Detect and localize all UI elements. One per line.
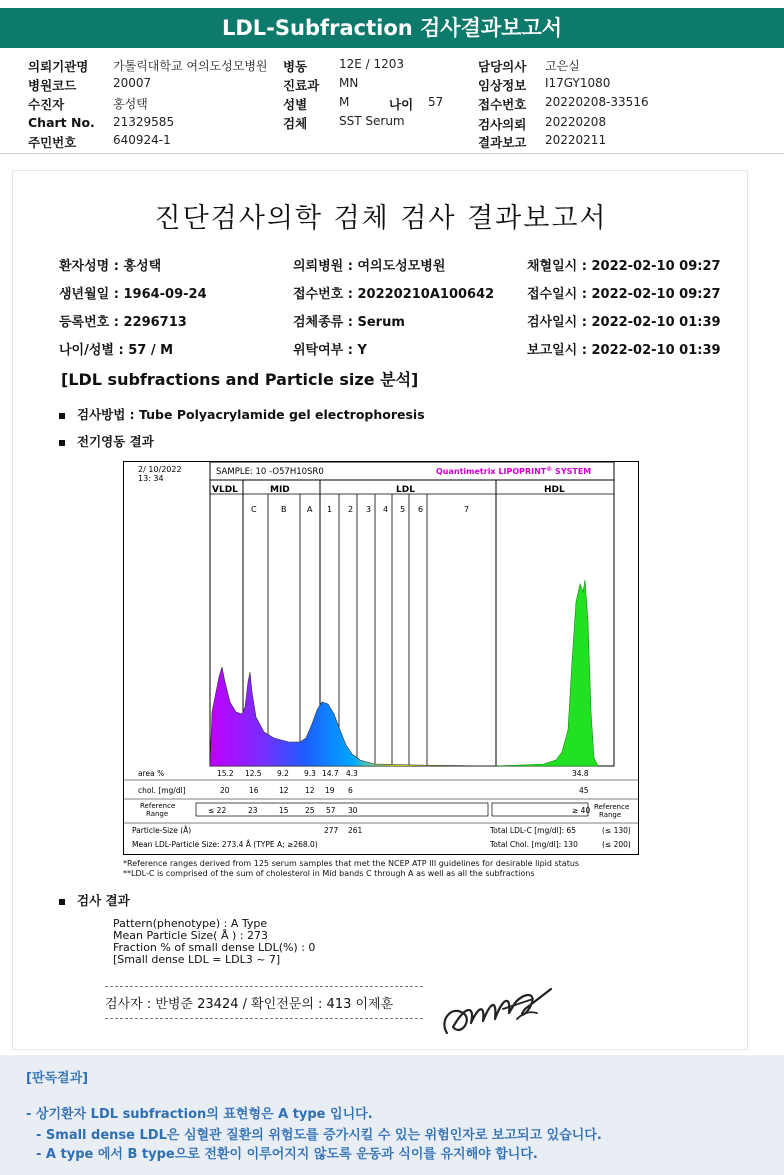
info-receipt-number: 접수번호 : 20220210A100642 [293,287,495,302]
info-registration-no: 등록번호 : 2296713 [59,315,187,330]
result-sdldl-definition: [Small dense LDL = LDL3 ~ 7] [113,953,281,966]
total-chol: Total Chol. [mg/dl]: 130 [490,840,578,849]
label-age: 나이 [389,97,414,112]
value-report-date: 20220211 [545,133,607,147]
result-summary [113,918,315,966]
info-receipt-time: 접수일시 : 2022-02-10 09:27 [527,287,721,302]
electrophoresis-heading: 전기영동 결과 [59,432,154,450]
row-label-area: area % [138,769,165,778]
interpretation-line-2: - Small dense LDL은 심혈관 질환의 위험도를 증가시킬 수 있는 위험인자로 보고되고 있습니다. [36,1128,602,1143]
ref-2: 30 [348,806,358,815]
band-b: B [281,505,287,514]
result-sdldl-fraction: Fraction % of small dense LDL(%) : 0 [113,941,316,954]
info-outsourced: 위탁여부 : Y [293,343,367,358]
row-label-particle-size: Particle-Size (Å) [132,826,192,835]
ref-c: 23 [248,806,258,815]
total-ldl: Total LDL-C [mg/dl]: 65 [490,826,576,835]
band-7: 7 [464,505,470,514]
chol-hdl: 45 [579,786,589,795]
label-report-date: 결과보고 [478,135,527,150]
footnote-2: **LDL-C is comprised of the sum of cholesterol in Mid bands C through A as well as all the subfractions [123,869,535,878]
value-patient: 홍성택 [113,97,148,111]
group-vldl: VLDL [212,485,238,495]
test-method: 검사방법 : Tube Polyacrylamide gel electrophoresis [59,405,425,423]
chart-sample: SAMPLE: 10 -O57H10SR0 [216,467,324,477]
label-clinical-info: 임상정보 [478,78,527,93]
ref-vldl: ≤ 22 [208,806,227,815]
info-patient-name: 환자성명 : 홍성택 [59,259,162,274]
row-label-chol: chol. [mg/dl] [138,786,186,795]
label-request-date: 검사의뢰 [478,117,527,132]
label-doctor: 담당의사 [478,59,527,74]
label-department: 진료과 [283,78,320,93]
info-report-time: 보고일시 : 2022-02-10 01:39 [527,343,721,358]
lipoprint-chart [123,461,639,855]
chart-date: 2/ 10/2022 [138,465,182,474]
signature-text: 검사자 : 반병준 23424 / 확인전문의 : 413 이제훈 [105,997,394,1012]
order-header [0,52,784,152]
area-hdl: 34.8 [572,769,589,778]
area-c: 12.5 [245,769,262,778]
mean-particle-size: Mean LDL-Particle Size: 273.4 Å (TYPE A; ≥268.0) [132,840,318,849]
header-divider [0,153,784,154]
band-2: 2 [348,505,354,514]
area-a: 9.3 [304,769,316,778]
label-hospital-code: 병원코드 [28,78,77,93]
band-a: A [307,505,313,514]
report-heading: 진단검사의학 검체 검사 결과보고서 [154,203,608,234]
ref-b: 15 [279,806,289,815]
value-specimen: SST Serum [339,114,405,128]
lipoprint-svg [124,462,638,854]
value-resident-no: 640924-1 [113,133,171,147]
area-1: 14.7 [322,769,339,778]
area-vldl: 15.2 [217,769,234,778]
band-4: 4 [383,505,389,514]
band-separators [268,494,427,766]
value-ward: 12E / 1203 [339,57,405,71]
label-specimen: 검체 [283,116,308,131]
interpretation-heading: [판독결과] [26,1071,89,1086]
info-test-time: 검사일시 : 2022-02-10 01:39 [527,315,721,330]
particle-size-2: 261 [348,826,363,835]
chol-2: 6 [348,786,353,795]
chart-time: 13: 34 [138,474,164,483]
value-clinical-info: I17GY1080 [545,76,611,90]
value-doctor: 고은실 [545,59,580,73]
lab-report-page [12,170,748,1050]
info-birth-date: 생년월일 : 1964-09-24 [59,287,207,302]
ref-a: 25 [305,806,315,815]
value-hospital-code: 20007 [113,76,152,90]
result-heading: 검사 결과 [59,891,130,909]
band-labels [251,505,469,514]
group-ldl: LDL [396,485,415,495]
handwritten-signature [433,983,563,1047]
band-1: 1 [327,505,333,514]
chol-b: 12 [279,786,289,795]
value-requesting-institution: 가톨릭대학교 여의도성모병원 [113,59,268,73]
reference-box [196,803,488,816]
value-age: 57 [428,95,444,109]
label-sex: 성별 [283,97,308,112]
band-3: 3 [366,505,372,514]
row-label-reference: Reference Range [140,802,176,818]
report-title-bar: LDL-Subfraction 검사결과보고서 [0,8,784,48]
value-chart-no: 21329585 [113,115,175,129]
chart-footnotes [123,859,579,879]
band-c: C [251,505,257,514]
interpretation-line-3: - A type 에서 B type으로 전환이 이루어지지 않도록 운동과 식이를 유지해야 합니다. [36,1147,538,1162]
chol-c: 16 [249,786,259,795]
chol-1: 19 [325,786,335,795]
ref-label-right: Reference Range [594,803,630,819]
particle-size-1: 277 [324,826,339,835]
info-age-sex: 나이/성별 : 57 / M [59,343,174,358]
info-specimen-type: 검체종류 : Serum [293,315,405,330]
ref-hdl: ≥ 40 [572,806,591,815]
ldl-curve [210,667,496,766]
hdl-peak [496,580,598,766]
label-patient: 수진자 [28,97,65,112]
value-receipt-no: 20220208-33516 [545,95,649,109]
section-title: [LDL subfractions and Particle size 분석] [61,370,419,389]
value-request-date: 20220208 [545,115,607,129]
chart-brand: Quantimetrix LIPOPRINT® SYSTEM [436,466,592,476]
info-collection-time: 채혈일시 : 2022-02-10 09:27 [527,259,721,274]
band-5: 5 [400,505,406,514]
group-mid: MID [270,485,290,495]
band-6: 6 [418,505,424,514]
group-hdl: HDL [544,485,565,495]
total-chol-ref: (≤ 200) [602,840,631,849]
total-ldl-ref: (≤ 130) [602,826,631,835]
signature-block [105,986,425,1019]
label-receipt-no: 접수번호 [478,97,527,112]
interpretation-line-1: - 상기환자 LDL subfraction의 표현형은 A type 입니다. [26,1107,373,1122]
value-sex: M [339,95,350,109]
label-resident-no: 주민번호 [28,135,77,150]
area-2: 4.3 [346,769,358,778]
result-mean-size: Mean Particle Size( Å ) : 273 [113,929,268,942]
label-chart-no: Chart No. [28,115,95,130]
interpretation-panel [0,1055,784,1175]
plot-frame [210,462,614,766]
chol-a: 12 [305,786,315,795]
value-department: MN [339,76,359,90]
info-requesting-hospital: 의뢰병원 : 여의도성모병원 [293,259,446,274]
ref-1: 57 [326,806,336,815]
area-b: 9.2 [277,769,289,778]
label-requesting-institution: 의뢰기관명 [28,59,89,74]
label-ward: 병동 [283,59,308,74]
footnote-1: *Reference ranges derived from 125 serum samples that met the NCEP ATP III guidelines for desirable lipid status [123,859,580,868]
chol-vldl: 20 [220,786,230,795]
result-pattern: Pattern(phenotype) : A Type [113,917,268,930]
